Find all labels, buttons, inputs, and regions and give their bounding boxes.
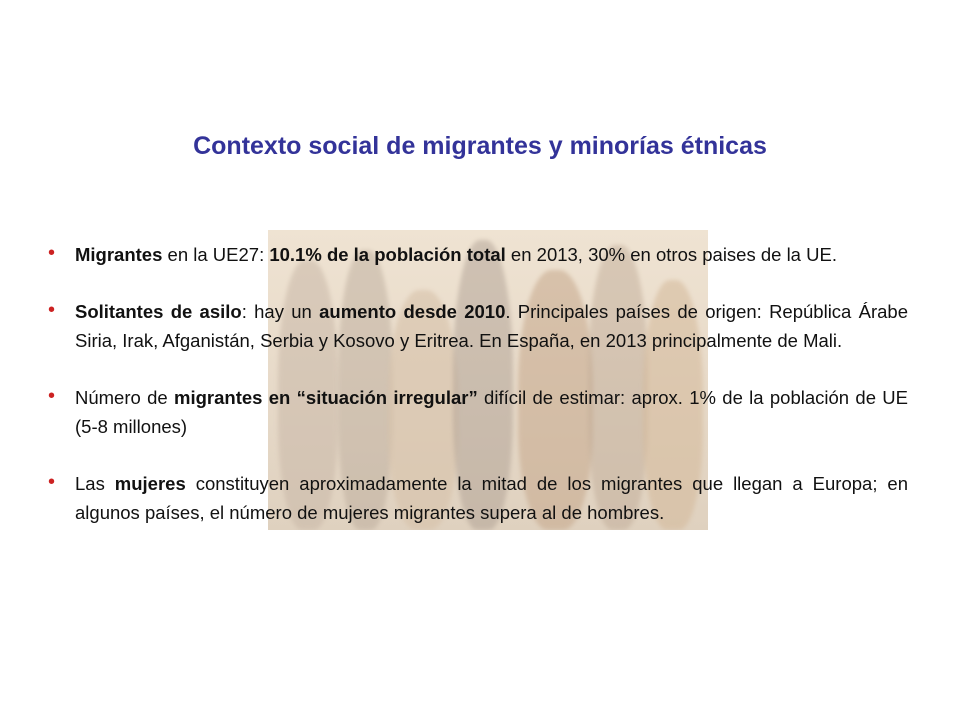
- bullet-item: [48, 383, 908, 441]
- bullet-icon: •: [48, 299, 56, 321]
- bullet-text: : hay un: [241, 301, 320, 322]
- bullet-item: [48, 240, 908, 269]
- bullet-text-bold: Solitantes de asilo: [75, 301, 242, 322]
- bullet-text-bold: Migrantes: [75, 244, 163, 265]
- bullet-text-bold: migrantes en “situación irregular”: [174, 387, 478, 408]
- bullet-text-bold: 10.1% de la población total: [269, 244, 506, 265]
- bullet-item: [48, 469, 908, 527]
- bullet-text-bold: aumento desde 2010: [319, 301, 506, 322]
- bullet-text-bold: mujeres: [114, 473, 186, 494]
- bullet-text: Número de: [75, 387, 175, 408]
- slide-title: Contexto social de migrantes y minorías étnicas: [193, 132, 767, 160]
- bullet-text: constituyen aproximadamente la mitad de los migrantes que llegan a Europa; en algunos países, el número de mujeres migrantes supera al de hombres.: [75, 473, 908, 523]
- bullet-text: Las: [75, 473, 115, 494]
- bullet-text: . Principales países de origen: República Árabe Siria, Irak, Afganistán, Serbia y Kosovo y Eritrea. En España, en 2013 principalmente de Mali.: [75, 301, 908, 351]
- bullet-text: en la UE27:: [162, 244, 270, 265]
- bullet-text: en 2013, 30% en otros paises de la UE.: [505, 244, 837, 265]
- bullet-icon: •: [48, 471, 56, 493]
- bullet-icon: •: [48, 242, 56, 264]
- bullet-icon: •: [48, 385, 56, 407]
- bullet-list: [48, 240, 908, 555]
- bullet-text: difícil de estimar: aprox. 1% de la población de UE (5-8 millones): [75, 387, 909, 437]
- bullet-item: [48, 297, 908, 355]
